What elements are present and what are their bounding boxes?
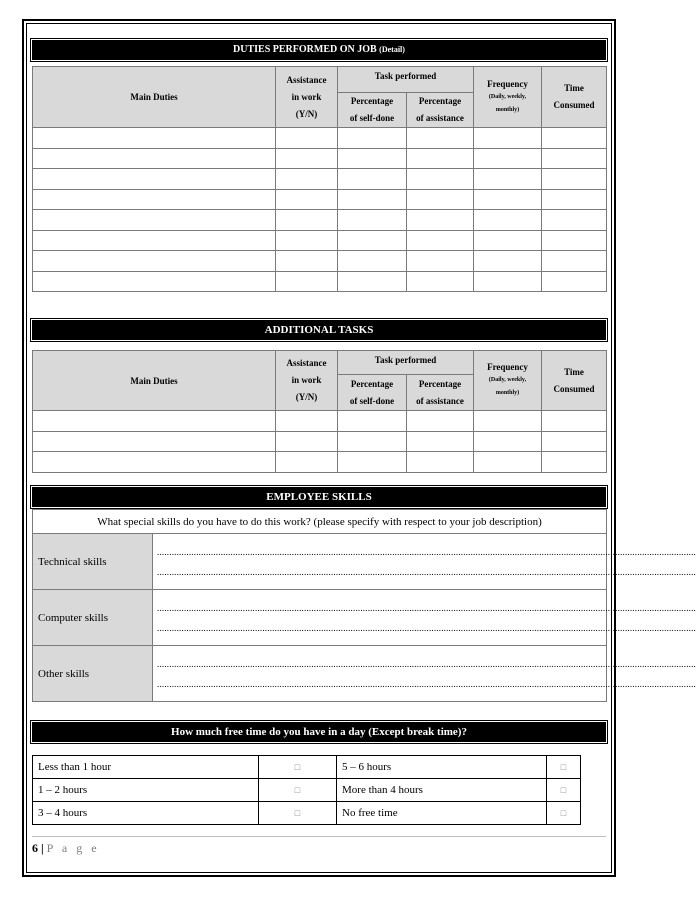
dotted-fill-line: ............................................................................................................................................................................................................................ [157,658,696,669]
checkbox-less-than-1-hour[interactable]: □ [259,756,337,779]
duty-cell-frequency[interactable] [474,251,542,272]
col-main-duties: Main Duties [33,67,276,128]
duty-cell-frequency[interactable] [474,189,542,210]
duty-cell-frequency[interactable] [474,169,542,190]
duty-cell-percentage-self[interactable] [338,230,407,251]
duty-cell-percentage-assist[interactable] [407,210,474,231]
duty-cell-time[interactable] [542,251,607,272]
additional-cell-main-duty[interactable] [33,452,276,473]
checkbox-5-6-hours[interactable]: □ [547,756,581,779]
additional-cell-frequency[interactable] [474,411,542,432]
duty-cell-percentage-self[interactable] [338,189,407,210]
duty-cell-main-duty[interactable] [33,169,276,190]
checkbox-3-4-hours[interactable]: □ [259,802,337,825]
duty-cell-time[interactable] [542,271,607,292]
page-word: P a g e [46,841,100,855]
skills-table [32,509,696,702]
duty-cell-main-duty[interactable] [33,251,276,272]
duties-title: DUTIES PERFORMED ON JOB [233,44,377,55]
col-task-performed: Task performed [338,351,474,375]
additional-cell-assistance[interactable] [276,452,338,473]
page-separator: | [41,841,44,855]
duty-cell-main-duty[interactable] [33,210,276,231]
option-3-4-hours: 3 – 4 hours [33,802,259,825]
duty-cell-time[interactable] [542,230,607,251]
duty-cell-assistance[interactable] [276,128,338,149]
duty-cell-percentage-assist[interactable] [407,128,474,149]
duty-cell-frequency[interactable] [474,148,542,169]
additional-cell-frequency[interactable] [474,431,542,452]
duty-cell-percentage-assist[interactable] [407,230,474,251]
duty-cell-assistance[interactable] [276,189,338,210]
additional-title: ADDITIONAL TASKS [264,324,374,336]
duty-cell-time[interactable] [542,148,607,169]
duty-cell-assistance[interactable] [276,148,338,169]
duty-cell-percentage-self[interactable] [338,148,407,169]
duty-cell-percentage-self[interactable] [338,128,407,149]
duty-cell-time[interactable] [542,169,607,190]
duty-cell-main-duty[interactable] [33,128,276,149]
computer-skills-input[interactable] [153,590,696,646]
duty-cell-main-duty[interactable] [33,148,276,169]
dotted-fill-line: ............................................................................................................................................................................................................................ [157,566,696,577]
duty-row [33,148,607,169]
duty-cell-frequency[interactable] [474,128,542,149]
checkbox-no-free-time[interactable]: □ [547,802,581,825]
col-frequency: Frequency (Daily, weekly, monthly) [474,67,542,128]
col-time-consumed: Time Consumed [542,351,607,411]
additional-cell-assistance[interactable] [276,431,338,452]
additional-cell-main-duty[interactable] [33,411,276,432]
option-more-than-4-hours: More than 4 hours [337,779,547,802]
duty-row [33,128,607,149]
technical-skills-label: Technical skills [33,534,153,590]
checkbox-1-2-hours[interactable]: □ [259,779,337,802]
free-time-section-header [32,722,606,742]
duty-cell-percentage-self[interactable] [338,169,407,190]
additional-row [33,431,607,452]
duty-cell-assistance[interactable] [276,271,338,292]
additional-cell-percentage-self[interactable] [338,452,407,473]
additional-cell-frequency[interactable] [474,452,542,473]
duty-cell-frequency[interactable] [474,230,542,251]
duty-cell-assistance[interactable] [276,230,338,251]
additional-table [32,350,607,473]
duty-cell-time[interactable] [542,128,607,149]
checkbox-more-than-4-hours[interactable]: □ [547,779,581,802]
duty-cell-percentage-self[interactable] [338,271,407,292]
col-percentage-self: Percentage of self-done [338,93,407,128]
col-assistance: Assistance in work (Y/N) [276,67,338,128]
duty-cell-main-duty[interactable] [33,189,276,210]
duty-cell-main-duty[interactable] [33,271,276,292]
free-time-table [32,755,581,825]
col-main-duties: Main Duties [33,351,276,411]
duty-row [33,169,607,190]
duty-cell-percentage-assist[interactable] [407,169,474,190]
duty-cell-frequency[interactable] [474,271,542,292]
duty-cell-time[interactable] [542,189,607,210]
duty-row [33,251,607,272]
col-percentage-assist: Percentage of assistance [407,93,474,128]
additional-cell-time[interactable] [542,431,607,452]
duty-row [33,271,607,292]
additional-cell-percentage-assist[interactable] [407,452,474,473]
duties-section-header [32,40,606,60]
technical-skills-input[interactable] [153,534,696,590]
duty-cell-assistance[interactable] [276,251,338,272]
duty-cell-frequency[interactable] [474,210,542,231]
col-assistance: Assistance in work (Y/N) [276,351,338,411]
additional-cell-percentage-self[interactable] [338,431,407,452]
dotted-fill-line: ............................................................................................................................................................................................................................ [157,678,696,689]
other-skills-input[interactable] [153,646,696,702]
col-task-performed: Task performed [338,67,474,93]
additional-cell-percentage-self[interactable] [338,411,407,432]
additional-cell-time[interactable] [542,411,607,432]
duty-cell-percentage-self[interactable] [338,251,407,272]
additional-row [33,411,607,432]
skills-title: EMPLOYEE SKILLS [266,491,372,503]
additional-cell-percentage-assist[interactable] [407,431,474,452]
computer-skills-label: Computer skills [33,590,153,646]
col-frequency: Frequency (Daily, weekly, monthly) [474,351,542,411]
duties-title-detail: (Detail) [379,45,405,54]
dotted-fill-line: ............................................................................................................................................................................................................................ [157,546,696,557]
additional-cell-assistance[interactable] [276,411,338,432]
additional-cell-main-duty[interactable] [33,431,276,452]
option-no-free-time: No free time [337,802,547,825]
col-time-consumed: Time Consumed [542,67,607,128]
duty-row [33,230,607,251]
duty-cell-main-duty[interactable] [33,230,276,251]
free-time-title: How much free time do you have in a day (Except break time)? [171,726,467,738]
option-1-2-hours: 1 – 2 hours [33,779,259,802]
option-5-6-hours: 5 – 6 hours [337,756,547,779]
page-number: 6 [32,841,38,855]
additional-row [33,452,607,473]
skills-question: What special skills do you have to do this work? (please specify with respect to your job description) [33,510,607,534]
option-less-than-1-hour: Less than 1 hour [33,756,259,779]
dotted-fill-line: ............................................................................................................................................................................................................................ [157,622,696,633]
duty-cell-percentage-assist[interactable] [407,271,474,292]
duty-cell-percentage-assist[interactable] [407,251,474,272]
duty-row [33,189,607,210]
duty-cell-time[interactable] [542,210,607,231]
duties-table [32,66,607,292]
additional-cell-time[interactable] [542,452,607,473]
dotted-fill-line: ............................................................................................................................................................................................................................ [157,602,696,613]
col-percentage-assist: Percentage of assistance [407,375,474,411]
page-footer [32,836,606,856]
col-percentage-self: Percentage of self-done [338,375,407,411]
skills-section-header [32,487,606,507]
duty-cell-percentage-assist[interactable] [407,189,474,210]
additional-cell-percentage-assist[interactable] [407,411,474,432]
other-skills-label: Other skills [33,646,153,702]
duty-row [33,210,607,231]
additional-section-header [32,320,606,340]
duty-cell-assistance[interactable] [276,169,338,190]
duty-cell-percentage-self[interactable] [338,210,407,231]
duty-cell-percentage-assist[interactable] [407,148,474,169]
duty-cell-assistance[interactable] [276,210,338,231]
